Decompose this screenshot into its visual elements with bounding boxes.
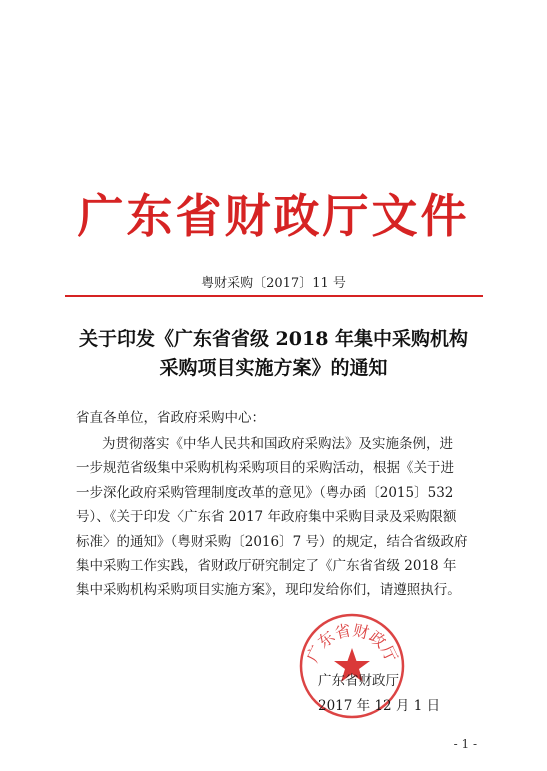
body-line: 一步规范省级集中采购机构采购项目的采购活动，根据《关于进	[76, 460, 454, 477]
body-line: 一步深化政府采购管理制度改革的意见》（粤办函〔2015〕532	[76, 484, 454, 501]
signature-line: 广东省财政厅	[318, 673, 399, 689]
page-number: - 1 -	[453, 737, 477, 751]
body-line: 为贯彻落实《中华人民共和国政府采购法》及实施条例，进	[102, 436, 453, 452]
body-paragraph	[76, 432, 476, 603]
signature-date: 2017 年 12 月 1 日	[318, 698, 441, 714]
body-line: 标准〉的通知》（粤财采购〔2016〕7 号）的规定，结合省级政府	[76, 533, 468, 550]
salutation: 省直各单位，省政府采购中心：	[76, 410, 265, 426]
document-title	[40, 325, 507, 383]
title-line-2: 采购项目实施方案》的通知	[159, 357, 388, 379]
seal-arc-text: 广东省财政厅	[302, 620, 402, 666]
body-line: 集中采购机构采购项目实施方案》，现印发给你们，请遵照执行。	[76, 582, 461, 599]
document-number: 粤财采购〔2017〕11 号	[201, 276, 346, 291]
masthead-title: 广东省财政厅文件	[77, 189, 470, 243]
body-line: 号）、《关于印发〈广东省 2017 年政府集中采购目录及采购限额	[76, 509, 457, 526]
title-line-1: 关于印发《广东省省级 2018 年集中采购机构	[78, 328, 469, 350]
body-line: 集中采购工作实践，省财政厅研究制定了《广东省省级 2018 年	[76, 558, 457, 575]
red-divider-line	[65, 295, 483, 297]
